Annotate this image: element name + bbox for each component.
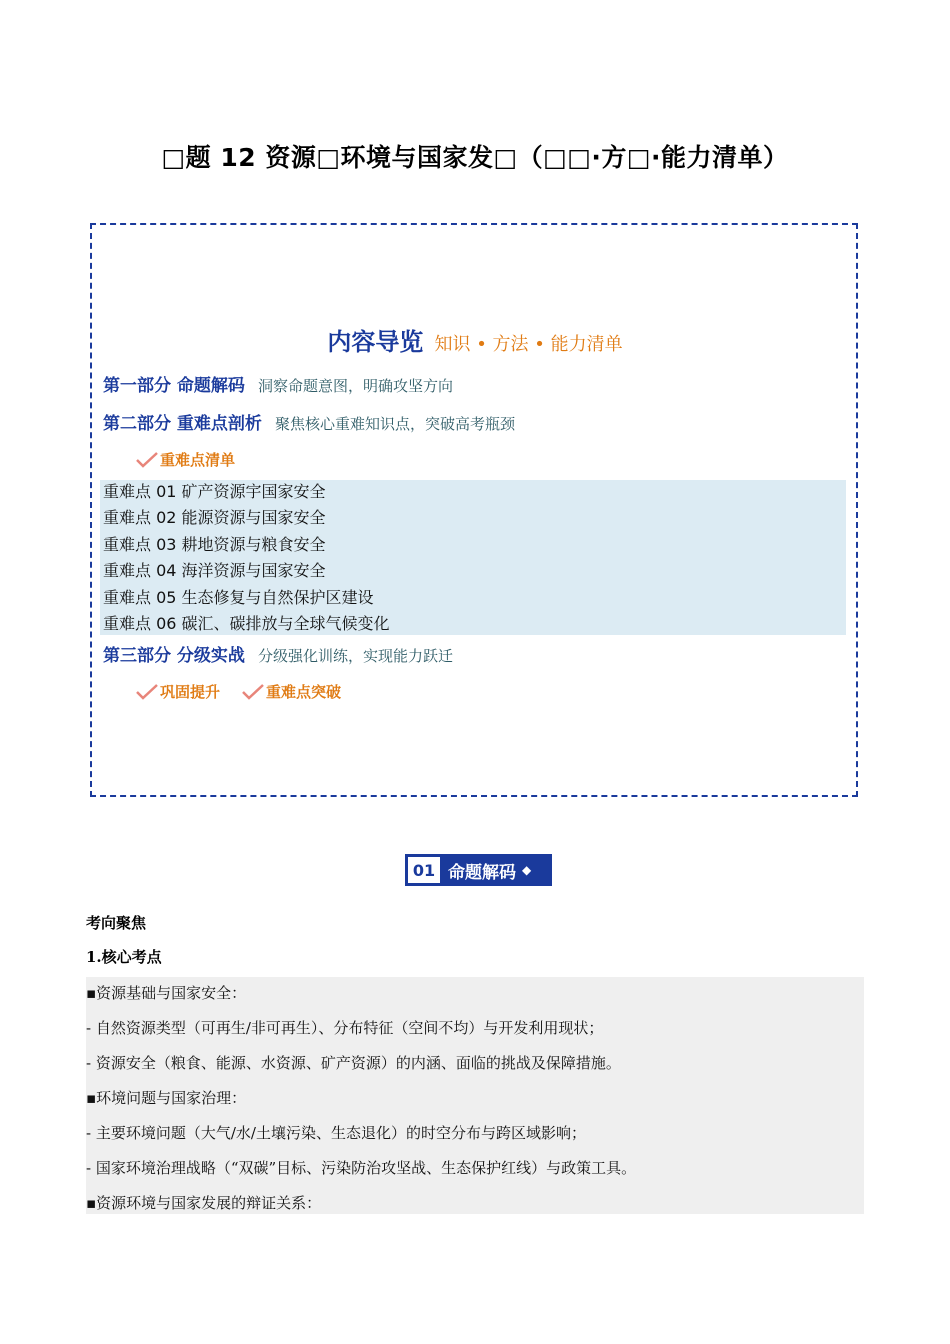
section-number: 01	[408, 857, 440, 883]
check-icon	[136, 452, 158, 468]
section-label: 命题解码	[448, 862, 516, 883]
part-three	[103, 641, 453, 666]
section-badge	[405, 854, 552, 886]
part-two-label: 第二部分 重难点剖析	[103, 414, 262, 434]
body-line: ▪资源环境与国家发展的辩证关系：	[86, 1194, 322, 1212]
list-item: 重难点 05 生态修复与自然保护区建设	[103, 588, 374, 607]
tag-breakthrough-label: 重难点突破	[266, 683, 342, 701]
part-one	[103, 371, 453, 396]
list-item: 重难点 02 能源资源与国家安全	[103, 508, 326, 527]
body-line: ▪资源基础与国家安全：	[86, 984, 247, 1002]
guide-heading-sub: 知识 • 方法 • 能力清单	[434, 334, 623, 355]
tag-breakthrough	[242, 681, 341, 702]
check-icon	[242, 684, 264, 700]
part-two-desc: 聚焦核心重难知识点，突破高考瓶颈	[275, 415, 516, 433]
list-item: 重难点 06 碳汇、碳排放与全球气候变化	[103, 614, 390, 633]
part-three-desc: 分级强化训练，实现能力跃迁	[258, 647, 454, 665]
part-three-label: 第三部分 分级实战	[103, 646, 245, 666]
part-one-desc: 洞察命题意图，明确攻坚方向	[258, 377, 454, 395]
page-title: □题 12 资源□环境与国家发□（□□·方□·能力清单）	[161, 143, 789, 172]
diamond-icon: ◆	[522, 863, 532, 877]
tag-key-points	[136, 449, 235, 470]
tag-consolidate	[136, 681, 220, 702]
body-line: - 主要环境问题（大气/水/土壤污染、生态退化）的时空分布与跨区域影响；	[86, 1124, 586, 1142]
guide-heading	[0, 322, 950, 357]
body-line: - 国家环境治理战略（“双碳”目标、污染防治攻坚战、生态保护红线）与政策工具。	[86, 1159, 637, 1177]
body-heading: 考向聚焦	[86, 914, 147, 932]
body-line: - 自然资源类型（可再生/非可再生）、分布特征（空间不均）与开发利用现状；	[86, 1019, 604, 1037]
list-item: 重难点 03 耕地资源与粮食安全	[103, 535, 326, 554]
check-icon	[136, 684, 158, 700]
key-points-list	[100, 480, 846, 635]
body-line: ▪环境问题与国家治理：	[86, 1089, 247, 1107]
part-one-label: 第一部分 命题解码	[103, 376, 245, 396]
body-line: - 资源安全（粮食、能源、水资源、矿产资源）的内涵、面临的挑战及保障措施。	[86, 1054, 621, 1072]
body-subheading: 1.核心考点	[86, 948, 162, 966]
tag-key-points-label: 重难点清单	[160, 451, 236, 469]
guide-heading-main: 内容导览	[327, 328, 424, 356]
part-two	[103, 409, 515, 434]
list-item: 重难点 04 海洋资源与国家安全	[103, 561, 326, 580]
list-item: 重难点 01 矿产资源宇国家安全	[103, 482, 326, 501]
tag-consolidate-label: 巩固提升	[160, 683, 221, 701]
